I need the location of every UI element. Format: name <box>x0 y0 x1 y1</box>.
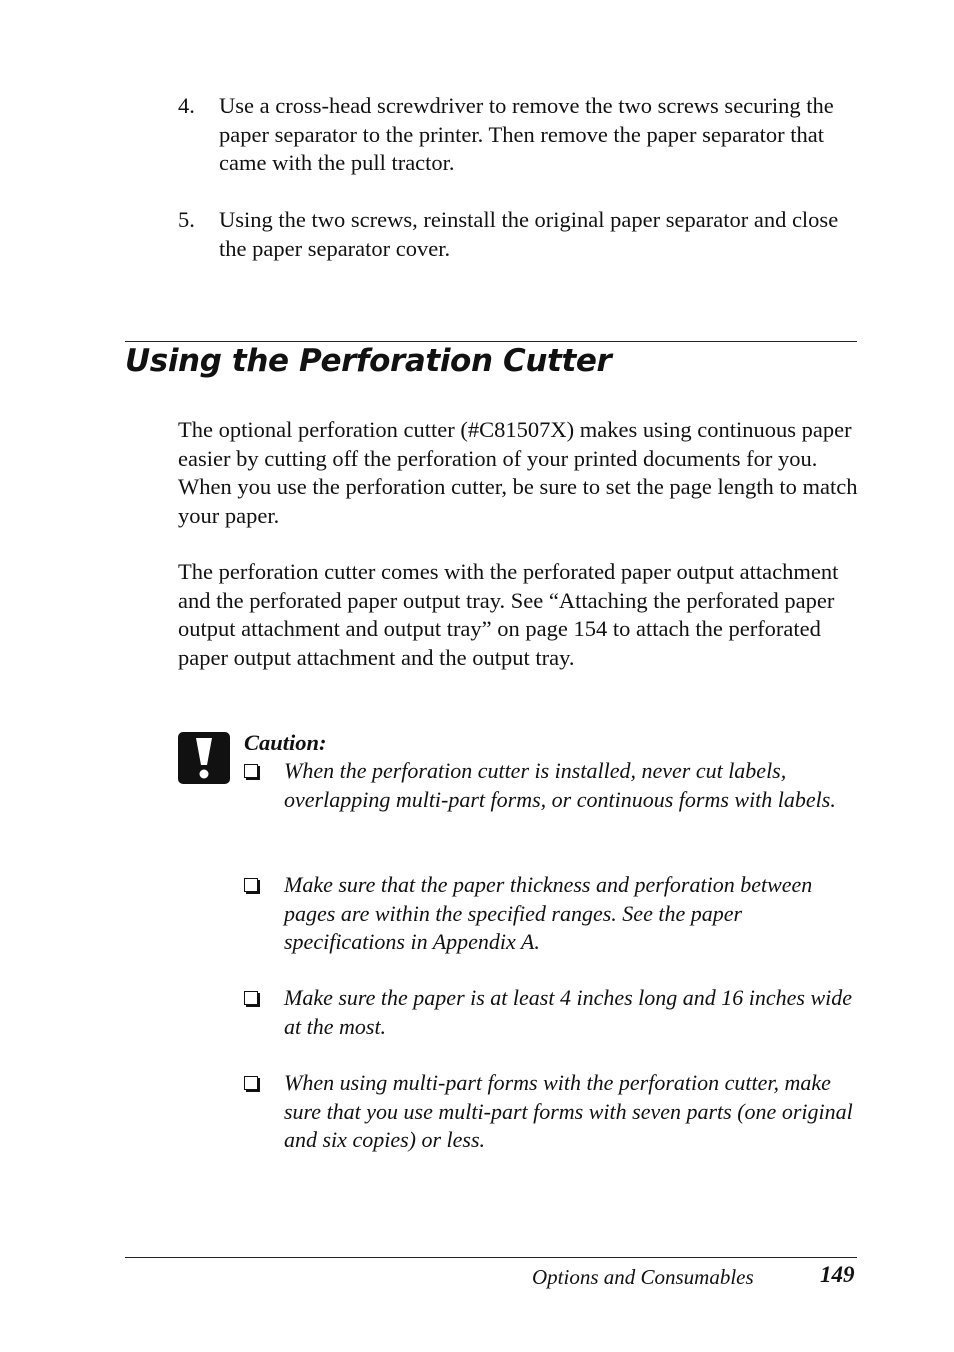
step-text: Use a cross-head screwdriver to remove the two screws securing the paper separator to the printer. Then remove the paper separator that came with the pull tractor. <box>219 93 834 175</box>
step-number: 4. <box>178 93 195 118</box>
exclamation-icon <box>178 732 230 784</box>
checkbox-bullet-icon <box>244 764 258 778</box>
caution-item-text: When the perforation cutter is installed, never cut labels, overlapping multi-part forms, or continuous forms with labels. <box>284 758 836 812</box>
caution-item-text: Make sure that the paper thickness and perforation between pages are within the specified ranges. See the paper specifications in Appendix A. <box>284 872 813 954</box>
step-number: 5. <box>178 207 195 232</box>
section-heading: Using the Perforation Cutter <box>125 343 612 379</box>
intro-paragraph: The optional perforation cutter (#C81507X) makes using continuous paper easier by cutting off the perforation of your printed documents for you. When you use the perforation cutter, be sure to set the page length to match your paper. <box>178 417 858 528</box>
footer-rule <box>125 1257 857 1258</box>
checkbox-bullet-icon <box>244 878 258 892</box>
page-number: 149 <box>820 1262 855 1287</box>
checkbox-bullet-icon <box>244 1076 258 1090</box>
attachment-paragraph: The perforation cutter comes with the perforated paper output attachment and the perforated paper output tray. See “Attaching the perforated paper output attachment and output tray” on page 154 to attach the perforated paper output attachment and the output tray. <box>178 559 839 670</box>
footer-section-name: Options and Consumables <box>532 1265 754 1289</box>
step-text: Using the two screws, reinstall the original paper separator and close the paper separator cover. <box>219 207 839 261</box>
caution-item-text: Make sure the paper is at least 4 inches long and 16 inches wide at the most. <box>284 985 853 1039</box>
caution-title: Caution: <box>244 730 327 755</box>
caution-item-text: When using multi-part forms with the perforation cutter, make sure that you use multi-part forms with seven parts (one original and six copies) or less. <box>284 1070 853 1152</box>
checkbox-bullet-icon <box>244 991 258 1005</box>
section-rule <box>125 341 857 342</box>
